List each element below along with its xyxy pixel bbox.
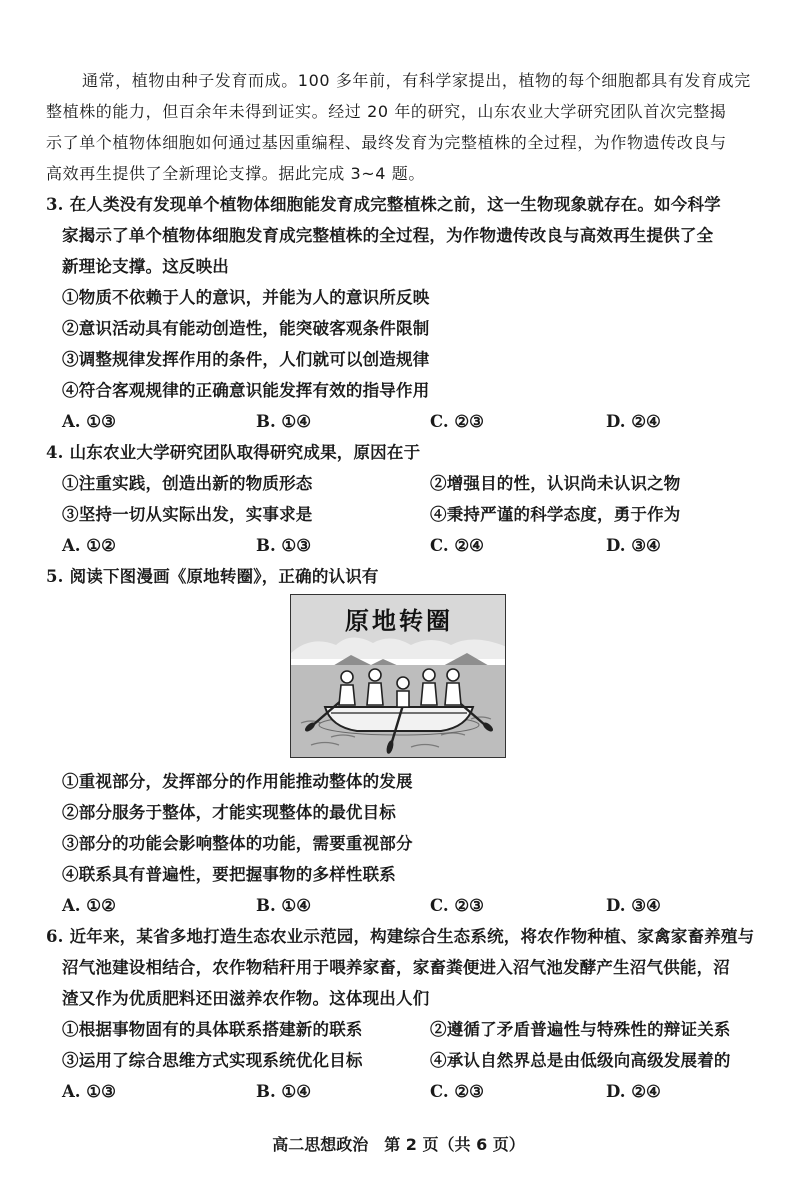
q4-choice-a[interactable]: A. ①② (62, 536, 116, 555)
q4-item-1: ①注重实践，创造出新的物质形态 (62, 474, 313, 493)
q5-item-1: ①重视部分，发挥部分的作用能推动整体的发展 (62, 772, 413, 791)
q6-stem-line-2: 沼气池建设相结合，农作物秸秆用于喂养家畜，家畜粪便进入沼气池发酵产生沼气供能，沼 (62, 958, 730, 977)
q4-choice-b[interactable]: B. ①③ (256, 536, 312, 555)
q4-choice-c[interactable]: C. ②④ (430, 536, 484, 555)
q6-choice-d[interactable]: D. ②④ (606, 1082, 661, 1101)
q6-choice-c[interactable]: C. ②③ (430, 1082, 484, 1101)
q3-choice-c[interactable]: C. ②③ (430, 412, 484, 431)
q5-stem: 5. 阅读下图漫画《原地转圈》，正确的认识有 (46, 567, 379, 586)
q6-choice-a[interactable]: A. ①③ (62, 1082, 116, 1101)
q6-item-1: ①根据事物固有的具体联系搭建新的联系 (62, 1020, 363, 1039)
q3-choice-a[interactable]: A. ①③ (62, 412, 116, 431)
q5-choice-a[interactable]: A. ①② (62, 896, 116, 915)
q5-choice-b[interactable]: B. ①④ (256, 896, 312, 915)
q4-item-4: ④秉持严谨的科学态度，勇于作为 (430, 505, 681, 524)
q5-item-3: ③部分的功能会影响整体的功能，需要重视部分 (62, 834, 413, 853)
q3-item-3: ③调整规律发挥作用的条件，人们就可以创造规律 (62, 350, 430, 369)
q5-item-2: ②部分服务于整体，才能实现整体的最优目标 (62, 803, 396, 822)
comic-title: 原地转圈 (345, 607, 453, 635)
passage-line-3: 示了单个植物体细胞如何通过基因重编程、最终发育为完整植株的全过程，为作物遗传改良与 (46, 133, 727, 152)
comic-image (290, 594, 506, 758)
q6-item-2: ②遵循了矛盾普遍性与特殊性的辩证关系 (430, 1020, 731, 1039)
q3-stem-line-2: 家揭示了单个植物体细胞发育成完整植株的全过程，为作物遗传改良与高效再生提供了全 (62, 226, 714, 245)
q4-choice-d[interactable]: D. ③④ (606, 536, 661, 555)
q5-choice-c[interactable]: C. ②③ (430, 896, 484, 915)
q3-item-4: ④符合客观规律的正确意识能发挥有效的指导作用 (62, 381, 430, 400)
q6-stem-line-3: 渣又作为优质肥料还田滋养农作物。这体现出人们 (62, 989, 430, 1008)
q3-choice-b[interactable]: B. ①④ (256, 412, 312, 431)
passage-line-4: 高效再生提供了全新理论支撑。据此完成 3~4 题。 (46, 164, 425, 183)
q3-item-1: ①物质不依赖于人的意识，并能为人的意识所反映 (62, 288, 430, 307)
q6-item-4: ④承认自然界总是由低级向高级发展着的 (430, 1051, 731, 1070)
q6-stem-line-1: 6. 近年来，某省多地打造生态农业示范园，构建综合生态系统，将农作物种植、家禽家畜养殖与 (46, 927, 755, 946)
q3-item-2: ②意识活动具有能动创造性，能突破客观条件限制 (62, 319, 430, 338)
q3-stem-line-1: 3. 在人类没有发现单个植物体细胞能发育成完整植株之前，这一生物现象就存在。如今科学 (46, 195, 721, 214)
q5-item-4: ④联系具有普遍性，要把握事物的多样性联系 (62, 865, 396, 884)
q5-choice-d[interactable]: D. ③④ (606, 896, 661, 915)
q6-choice-b[interactable]: B. ①④ (256, 1082, 312, 1101)
q4-item-3: ③坚持一切从实际出发，实事求是 (62, 505, 313, 524)
q4-stem: 4. 山东农业大学研究团队取得研究成果，原因在于 (46, 443, 421, 462)
q4-item-2: ②增强目的性，认识尚未认识之物 (430, 474, 681, 493)
q3-stem-line-3: 新理论支撑。这反映出 (62, 257, 229, 276)
q6-item-3: ③运用了综合思维方式实现系统优化目标 (62, 1051, 363, 1070)
passage-line-1: 通常，植物由种子发育而成。100 多年前，有科学家提出，植物的每个细胞都具有发育成完 (82, 71, 751, 90)
passage-line-2: 整植株的能力，但百余年未得到证实。经过 20 年的研究，山东农业大学研究团队首次完整揭 (46, 102, 727, 121)
page-footer: 高二思想政治 第 2 页（共 6 页） (272, 1135, 525, 1154)
q3-choice-d[interactable]: D. ②④ (606, 412, 661, 431)
